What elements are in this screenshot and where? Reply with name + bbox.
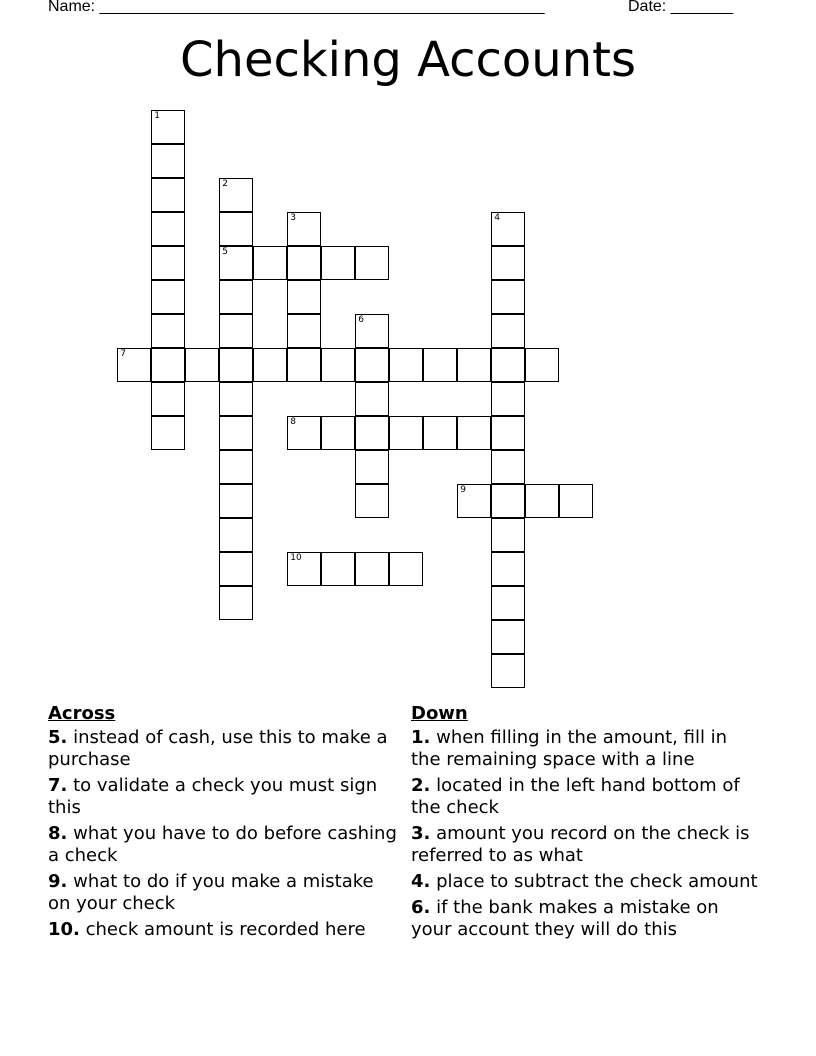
clue-number: 6 [358,315,364,326]
clue-text: what you have to do before cashing a check [48,823,397,866]
grid-cell[interactable] [559,484,593,518]
grid-cell[interactable] [219,280,253,314]
across-clues [48,703,400,945]
clue-num: 7. [48,775,68,796]
grid-cell[interactable] [287,314,321,348]
grid-cell[interactable] [253,348,287,382]
clue-num: 8. [48,823,68,844]
grid-cell[interactable] [491,212,525,246]
across-clue [48,919,400,941]
grid-cell[interactable] [491,382,525,416]
grid-cell[interactable] [491,552,525,586]
clue-text: if the bank makes a mistake on your account they will do this [411,897,719,940]
grid-cell[interactable] [321,246,355,280]
clue-number: 5 [222,247,228,258]
grid-cell[interactable] [287,552,321,586]
across-clue [48,775,400,819]
grid-cell[interactable] [219,416,253,450]
across-clue [48,727,400,771]
grid-cell[interactable] [457,348,491,382]
grid-cell[interactable] [151,178,185,212]
grid-cell[interactable] [151,314,185,348]
clue-number: 7 [120,349,126,360]
grid-cell[interactable] [151,110,185,144]
grid-cell[interactable] [389,552,423,586]
clue-number: 8 [290,417,296,428]
across-clue [48,823,400,867]
grid-cell[interactable] [355,484,389,518]
grid-cell[interactable] [219,586,253,620]
name-line: __________________________________________________ [99,0,545,15]
grid-cell[interactable] [219,552,253,586]
grid-cell[interactable] [219,348,253,382]
across-heading: Across [48,703,116,724]
clue-text: check amount is recorded here [79,919,366,940]
clue-number: 9 [460,485,466,496]
grid-cell[interactable] [151,144,185,178]
date-label: Date: [628,0,671,15]
clue-number: 1 [154,111,160,122]
clue-num: 1. [411,727,431,748]
grid-cell[interactable] [287,348,321,382]
clue-num: 2. [411,775,431,796]
grid-cell[interactable] [151,280,185,314]
grid-cell[interactable] [491,654,525,688]
clue-num: 9. [48,871,68,892]
down-clue [411,727,761,771]
grid-cell[interactable] [389,348,423,382]
grid-cell[interactable] [491,416,525,450]
grid-cell[interactable] [117,348,151,382]
grid-cell[interactable] [423,416,457,450]
grid-cell[interactable] [491,620,525,654]
grid-cell[interactable] [219,178,253,212]
grid-cell[interactable] [491,246,525,280]
grid-cell[interactable] [389,416,423,450]
grid-cell[interactable] [219,484,253,518]
grid-cell[interactable] [355,450,389,484]
grid-cell[interactable] [491,280,525,314]
clue-text: to validate a check you must sign this [48,775,378,818]
grid-cell[interactable] [219,212,253,246]
grid-cell[interactable] [219,246,253,280]
clue-text: what to do if you make a mistake on your check [48,871,374,914]
clue-text: when filling in the amount, fill in the remaining space with a line [411,727,728,770]
grid-cell[interactable] [491,518,525,552]
clue-num: 3. [411,823,431,844]
down-clue [411,897,761,941]
clue-number: 4 [494,213,500,224]
name-label: Name: [48,0,100,15]
grid-cell[interactable] [151,348,185,382]
grid-cell[interactable] [491,450,525,484]
grid-cell[interactable] [151,246,185,280]
clue-text: instead of cash, use this to make a purchase [48,727,388,770]
grid-cell[interactable] [219,382,253,416]
grid-cell[interactable] [457,484,491,518]
grid-cell[interactable] [491,484,525,518]
down-clue [411,823,761,867]
clue-num: 4. [411,871,431,892]
grid-cell[interactable] [423,348,457,382]
grid-cell[interactable] [491,586,525,620]
grid-cell[interactable] [151,212,185,246]
grid-cell[interactable] [219,314,253,348]
grid-cell[interactable] [287,212,321,246]
down-clue [411,871,761,893]
clue-number: 2 [222,179,228,190]
grid-cell[interactable] [525,484,559,518]
grid-cell[interactable] [355,382,389,416]
clue-num: 10. [48,919,80,940]
grid-cell[interactable] [457,416,491,450]
down-clues [411,703,761,945]
puzzle-title: Checking Accounts [180,32,636,88]
grid-cell[interactable] [355,348,389,382]
date-line: _______ [670,0,733,15]
grid-cell[interactable] [355,246,389,280]
grid-cell[interactable] [491,314,525,348]
grid-cell[interactable] [321,416,355,450]
grid-cell[interactable] [287,246,321,280]
clue-text: amount you record on the check is referred to as what [411,823,750,866]
across-clue [48,871,400,915]
grid-cell[interactable] [321,348,355,382]
grid-cell[interactable] [491,348,525,382]
grid-cell[interactable] [287,280,321,314]
grid-cell[interactable] [151,382,185,416]
clue-num: 5. [48,727,68,748]
grid-cell[interactable] [151,416,185,450]
down-heading: Down [411,703,468,724]
clue-text: place to subtract the check amount [430,871,758,892]
grid-cell[interactable] [185,348,219,382]
clue-text: located in the left hand bottom of the check [411,775,740,818]
grid-cell[interactable] [355,416,389,450]
clue-number: 10 [290,553,302,564]
grid-cell[interactable] [321,552,355,586]
grid-cell[interactable] [355,314,389,348]
clue-num: 6. [411,897,431,918]
grid-cell[interactable] [219,450,253,484]
grid-cell[interactable] [355,552,389,586]
grid-cell[interactable] [525,348,559,382]
grid-cell[interactable] [287,416,321,450]
clue-number: 3 [290,213,296,224]
down-clue [411,775,761,819]
grid-cell[interactable] [253,246,287,280]
grid-cell[interactable] [219,518,253,552]
